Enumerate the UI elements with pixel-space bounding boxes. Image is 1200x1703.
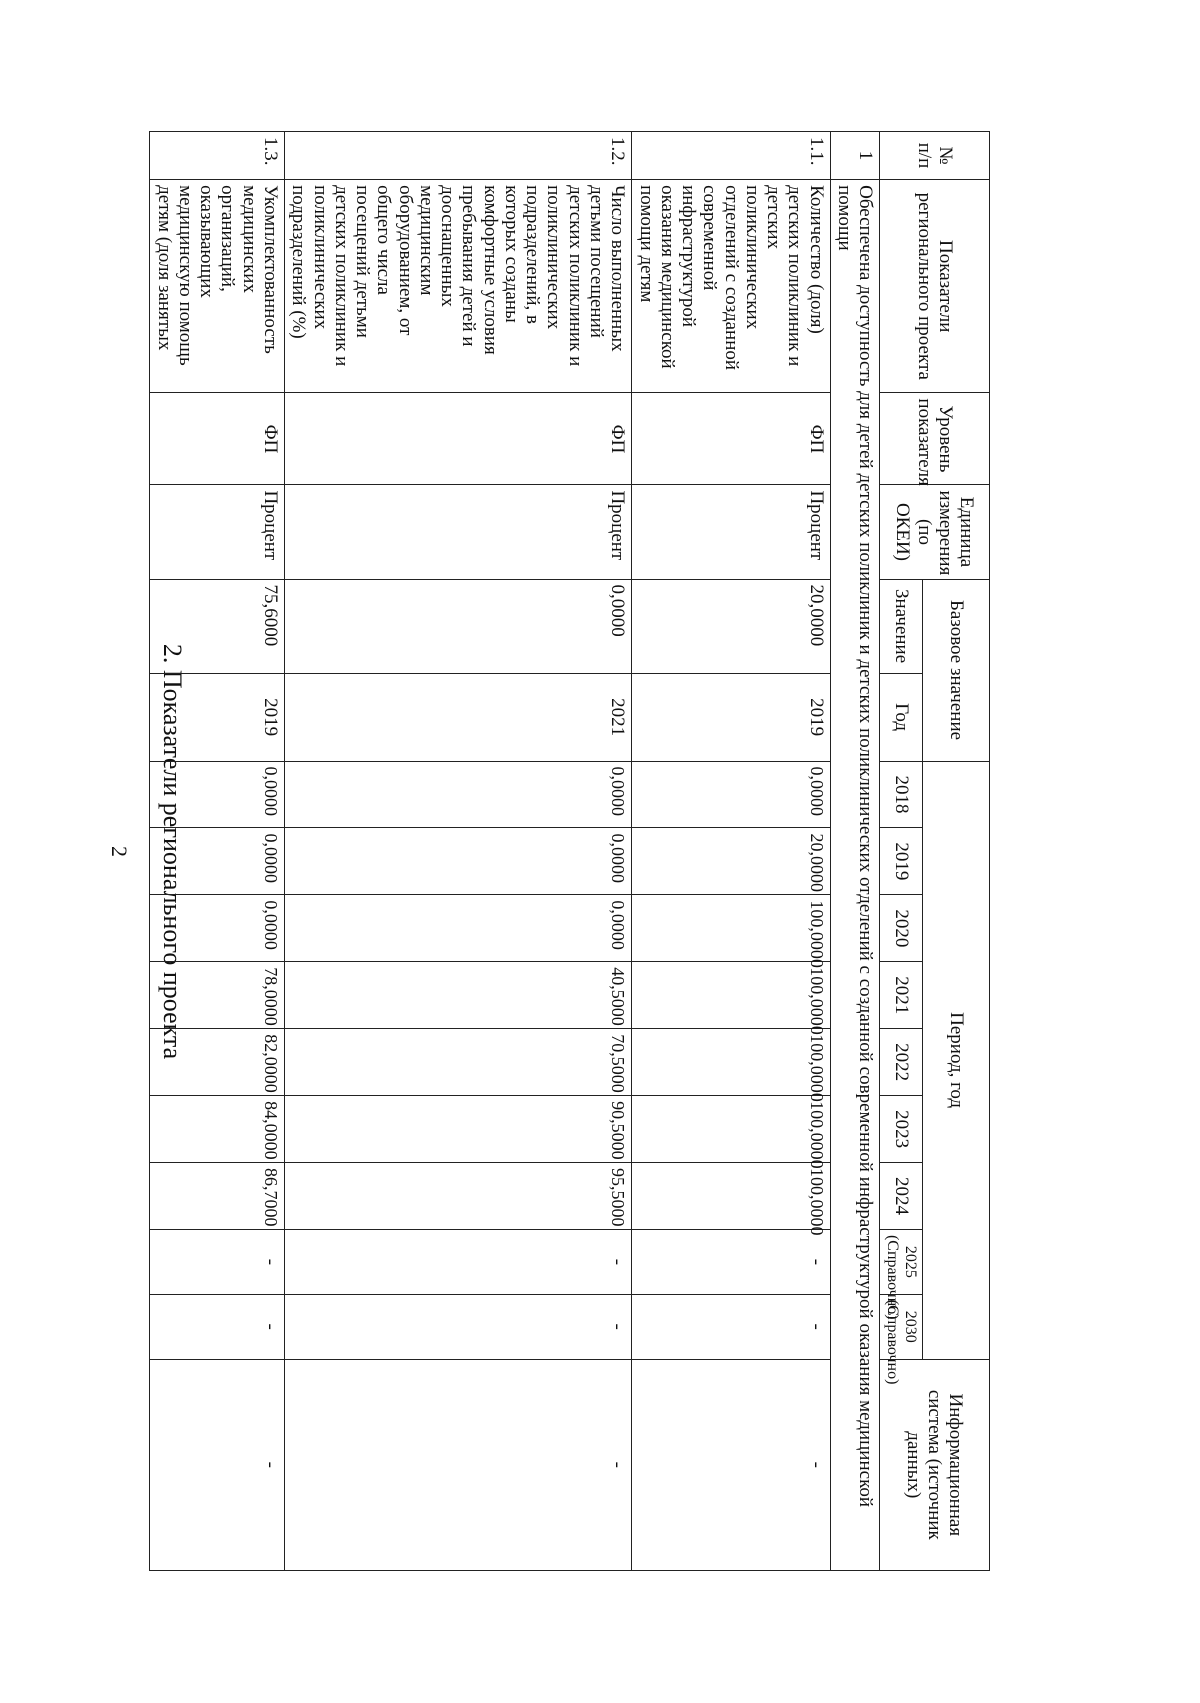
row-indicator: Число выполненных детьми посещений детских поликлиник и поликлинических подразделений, в которых созданы комфортные условия пребывания детей и дооснащенных медицинским оборудованием, от общего числа посещений детьми детских поликлиник и поликлинических подразделений (%): [285, 180, 632, 393]
row-base-value: 20,0000: [632, 579, 830, 673]
row-value: -: [632, 1294, 830, 1359]
row-info: -: [632, 1359, 830, 1570]
indicators-table: [149, 131, 990, 1571]
row-unit: Процент: [285, 485, 632, 579]
row-num: 1.3.: [150, 132, 285, 180]
row-value: 0,0000: [285, 895, 632, 962]
header-period: Период, год: [923, 761, 990, 1359]
row-value: -: [632, 1229, 830, 1294]
table-row: [150, 132, 285, 1571]
row-value: -: [285, 1294, 632, 1359]
header-year: 2022: [880, 1029, 923, 1096]
row-value: 78,0000: [150, 962, 285, 1029]
row-value: 0,0000: [150, 895, 285, 962]
row-level: ФП: [632, 393, 830, 485]
row-value: 100,0000: [632, 1029, 830, 1096]
row-unit: Процент: [632, 485, 830, 579]
header-year: 2019: [880, 828, 923, 895]
row-value: 70,5000: [285, 1029, 632, 1096]
header-row: [923, 132, 990, 1571]
row-value: 100,0000: [632, 895, 830, 962]
header-year: 2018: [880, 761, 923, 828]
row-value: 84,0000: [150, 1096, 285, 1163]
row-value: 0,0000: [150, 828, 285, 895]
row-value: 100,0000: [632, 1096, 830, 1163]
section-num: 1: [830, 132, 880, 180]
row-num: 1.1.: [632, 132, 830, 180]
row-base-value: 0,0000: [285, 579, 632, 673]
row-base-value: 75,6000: [150, 579, 285, 673]
header-num: № п/п: [880, 132, 990, 180]
page-number: 2: [107, 846, 132, 857]
section-text: Обеспечена доступность для детей детских поликлиник и детских поликлинических отделений с созданной современной инфраструктурой оказания медицинской помощи: [830, 180, 880, 1571]
header-year: 2024: [880, 1163, 923, 1230]
table-row: [632, 132, 830, 1571]
row-base-year: 2021: [285, 673, 632, 761]
row-level: ФП: [150, 393, 285, 485]
header-year: 2030 (Справочно): [880, 1294, 923, 1359]
row-level: ФП: [285, 393, 632, 485]
row-value: 82,0000: [150, 1029, 285, 1096]
header-info: Информационная система (источник данных): [880, 1359, 990, 1570]
row-unit: Процент: [150, 485, 285, 579]
header-base-year: Год: [880, 673, 923, 761]
header-year: 2021: [880, 962, 923, 1029]
row-value: 95,5000: [285, 1163, 632, 1230]
header-year: 2025 (Справочно): [880, 1229, 923, 1294]
row-indicator: Укомплектованность медицинских организаций, оказывающих медицинскую помощь детям (доля занятых: [150, 180, 285, 393]
row-value: 40,5000: [285, 962, 632, 1029]
row-info: -: [150, 1359, 285, 1570]
header-level: Уровень показателя: [880, 393, 990, 485]
row-value: 0,0000: [285, 828, 632, 895]
table-row: [285, 132, 632, 1571]
header-unit: Единица измерения (по ОКЕИ): [880, 485, 990, 579]
row-value: 0,0000: [150, 761, 285, 828]
row-value: 0,0000: [285, 761, 632, 828]
row-value: 100,0000: [632, 1163, 830, 1230]
row-info: -: [285, 1359, 632, 1570]
row-value: 100,0000: [632, 962, 830, 1029]
section-row: [830, 132, 880, 1571]
header-base: Базовое значение: [923, 579, 990, 761]
row-value: 90,5000: [285, 1096, 632, 1163]
row-value: -: [150, 1229, 285, 1294]
row-value: 0,0000: [632, 761, 830, 828]
row-value: 20,0000: [632, 828, 830, 895]
row-base-year: 2019: [150, 673, 285, 761]
row-value: -: [285, 1229, 632, 1294]
row-base-year: 2019: [632, 673, 830, 761]
header-indicator: Показатели регионального проекта: [880, 180, 990, 393]
row-value: -: [150, 1294, 285, 1359]
header-base-value: Значение: [880, 579, 923, 673]
header-year: 2020: [880, 895, 923, 962]
header-year: 2023: [880, 1096, 923, 1163]
row-num: 1.2.: [285, 132, 632, 180]
row-indicator: Количество (доля) детских поликлиник и детских поликлинических отделений с созданной современной инфраструктурой оказания медицинской помощи детям: [632, 180, 830, 393]
row-value: 86,7000: [150, 1163, 285, 1230]
page-title: 2. Показатели регионального проекта: [158, 643, 187, 1060]
